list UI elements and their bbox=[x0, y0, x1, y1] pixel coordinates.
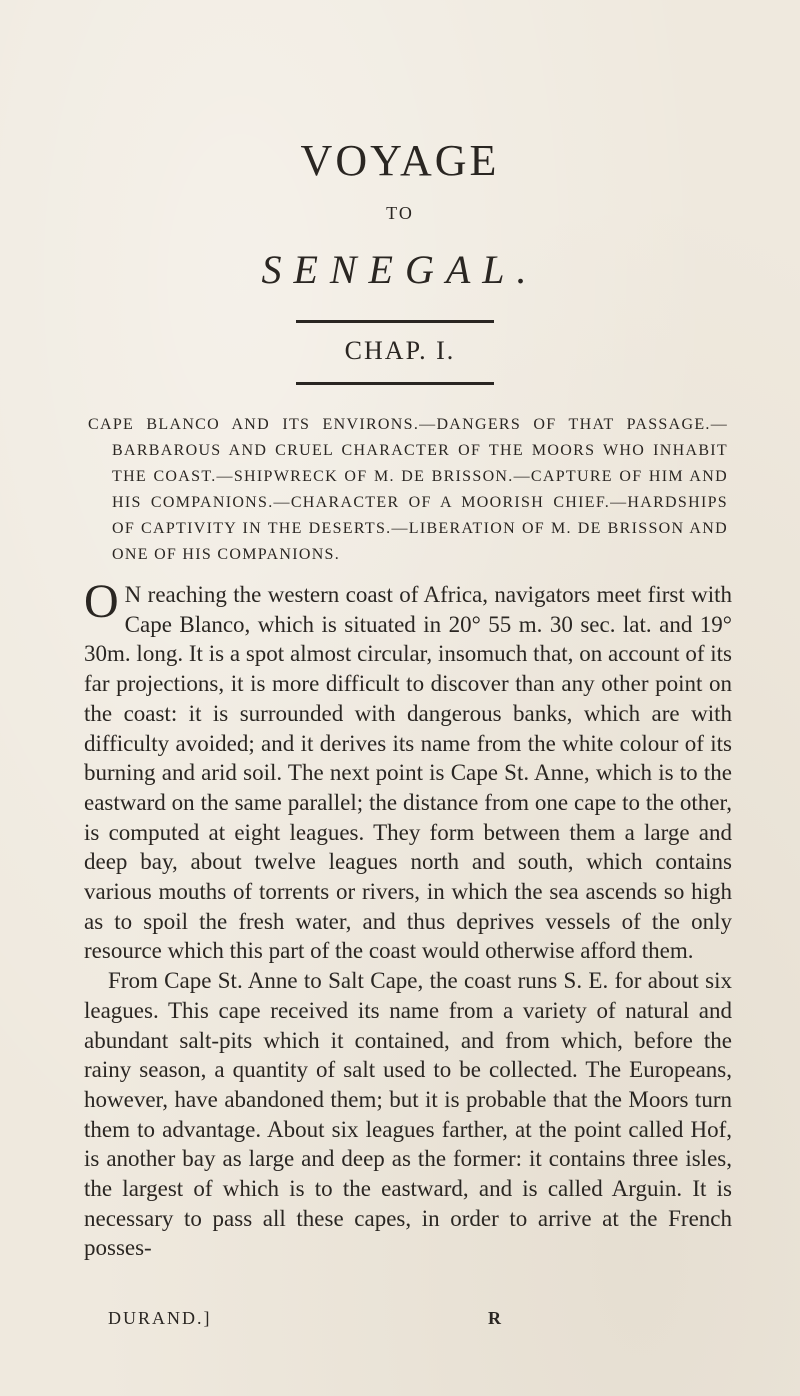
catchword: DURAND.] bbox=[108, 1308, 212, 1328]
title-destination: SENEGAL. bbox=[261, 247, 539, 292]
title-voyage: VOYAGE bbox=[300, 136, 500, 185]
body-text bbox=[84, 575, 732, 1263]
paragraph-1 bbox=[84, 575, 732, 966]
signature-mark: R bbox=[488, 1308, 503, 1328]
page-footer bbox=[108, 1308, 668, 1329]
chapter-summary: CAPE BLANCO AND ITS ENVIRONS.—DANGERS OF THAT PASSAGE.—BARBAROUS AND CRUEL CHARACTER OF THE MOORS WHO INHABIT THE COAST.—SHIPWRECK OF M. DE BRISSON.—CAPTURE OF HIM AND HIS COMPANIONS.—CHARACTER OF A MOORISH CHIEF.—HARDSHIPS OF CAPTIVITY IN THE DESERTS.—LIBERATION OF M. DE BRISSON AND ONE OF HIS COMPANIONS. bbox=[88, 416, 728, 563]
title-to: TO bbox=[386, 203, 414, 223]
paragraph-2: From Cape St. Anne to Salt Cape, the coast runs S. E. for about six leagues. This cape received its name from a variety of natural and abundant salt-pits which it contained, and from which, before the rainy season, a quantity of salt used to be collected. The Europeans, however, have abandoned them; but it is probable that the Moors turn them to advantage. About six leagues farther, at the point called Hof, is another bay as large and deep as the former: it contains three isles, the largest of which is to the eastward, and is called Arguin. It is necessary to pass all these capes, in order to arrive at the French posses- bbox=[84, 968, 732, 1261]
drop-cap: O bbox=[84, 575, 119, 628]
divider-rule-top bbox=[296, 320, 494, 323]
paragraph-1-text: reaching the western coast of Africa, navigators meet first with Cape Blanco, which is situated in 20° 55 m. 30 sec. lat. and 19° 30m. long. It is a spot almost circular, insomuch that, on account of its far projections, it is more difficult to discover than any other point on the coast: it is surrounded with dangerous banks, which are with difficulty avoided; and it derives its name from the white colour of its burning and arid soil. The next point is Cape St. Anne, which is to the eastward on the same parallel; the distance from one cape to the other, is computed at eight leagues. They form between them a large and deep bay, about twelve leagues north and south, which contains various mouths of torrents or rivers, in which the sea ascends so high as to spoil the fresh water, and thus deprives vessels of the only resource which this part of the coast would otherwise afford them. bbox=[84, 582, 732, 964]
first-word: N bbox=[124, 582, 142, 607]
divider-rule-bottom bbox=[296, 382, 494, 385]
chapter-label: CHAP. I. bbox=[344, 336, 456, 365]
